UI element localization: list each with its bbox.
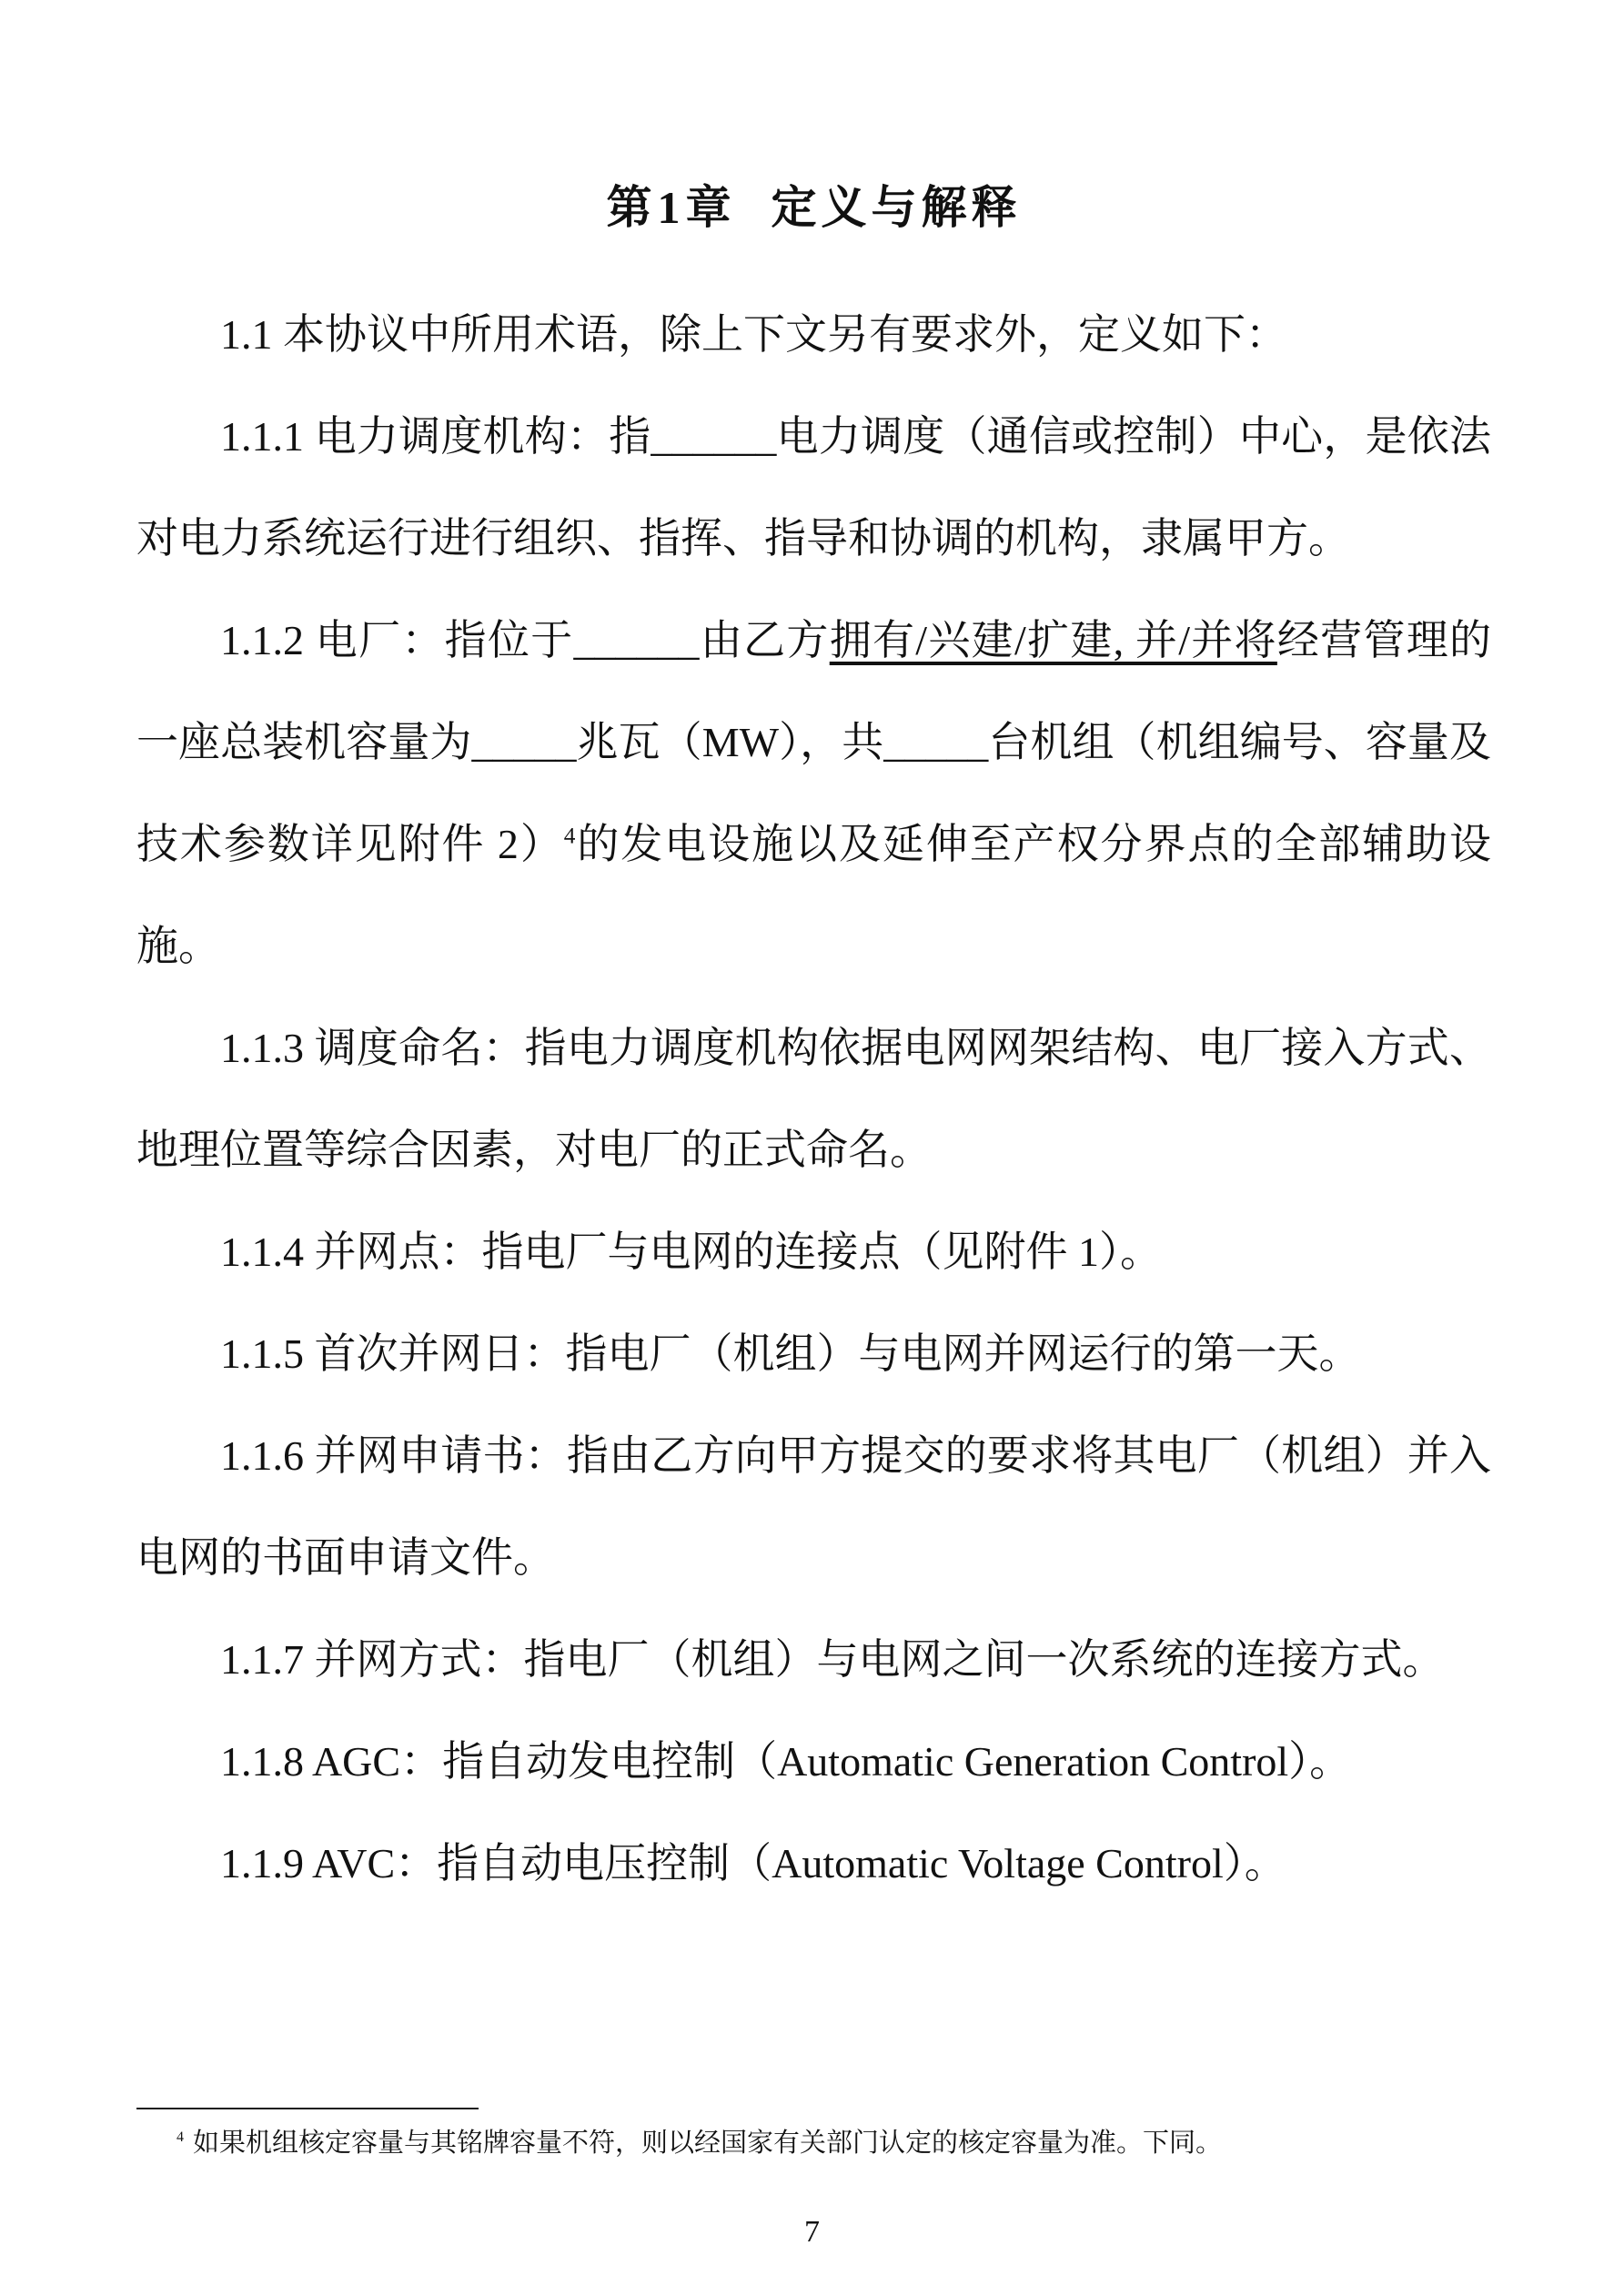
clause-text: 的发电设施以及延伸至产权分界点的全部辅助设施。 <box>136 821 1492 969</box>
clause-text: 1.1.2 电厂：指位于______由乙方 <box>220 617 830 663</box>
page-number: 7 <box>804 2215 820 2249</box>
chapter-title: 定义与解释 <box>771 182 1022 233</box>
clause-1-1-4: 1.1.4 并网点：指电厂与电网的连接点（见附件 1）。 <box>220 1229 1162 1275</box>
footnote-text: 如果机组核定容量与其铭牌容量不符，则以经国家有关部门认定的核定容量为准。下同。 <box>192 2129 1222 2158</box>
clause-1-1-3: 1.1.3 调度命名：指电力调度机构依据电网网架结构、电厂接入方式、地理位置等综合因素，对电厂的正式命名。 <box>136 1025 1491 1173</box>
clause-text: 经营管理的一座总装机容量为_____兆瓦（MW），共_____台机组（机组编号、容量及技术参数详见附件 2） <box>136 617 1492 867</box>
clause-1-1-9: 1.1.9 AVC：指自动电压控制（Automatic Voltage Control）。 <box>220 1840 1286 1886</box>
fill-in-choice-options: 拥有/兴建/扩建, 并/并将 <box>829 617 1277 663</box>
footnote-divider <box>136 2108 479 2109</box>
clause-1-1-6: 1.1.6 并网申请书：指由乙方向甲方提交的要求将其电厂（机组）并入电网的书面申请文件。 <box>136 1432 1491 1581</box>
clause-1-1-5: 1.1.5 首次并网日：指电厂（机组）与电网并网运行的第一天。 <box>220 1330 1361 1377</box>
chapter-heading <box>136 175 1491 240</box>
footnote-area <box>136 2108 1491 2162</box>
footnote-number: 4 <box>177 2129 184 2146</box>
footnote-reference-marker: 4 <box>563 823 576 849</box>
footnote <box>136 2124 1491 2162</box>
clause-1-1-2 <box>136 590 1491 997</box>
clause-1-1: 1.1 本协议中所用术语，除上下文另有要求外，定义如下： <box>220 311 1287 358</box>
chapter-number: 第1章 <box>606 182 737 233</box>
clause-1-1-1: 1.1.1 电力调度机构：指______电力调度（通信或控制）中心，是依法对电力系统运行进行组织、指挥、指导和协调的机构，隶属甲方。 <box>136 413 1491 561</box>
clause-1-1-7: 1.1.7 并网方式：指电厂（机组）与电网之间一次系统的连接方式。 <box>220 1636 1445 1683</box>
clause-1-1-8: 1.1.8 AGC：指自动发电控制（Automatic Generation Control）。 <box>220 1738 1352 1785</box>
